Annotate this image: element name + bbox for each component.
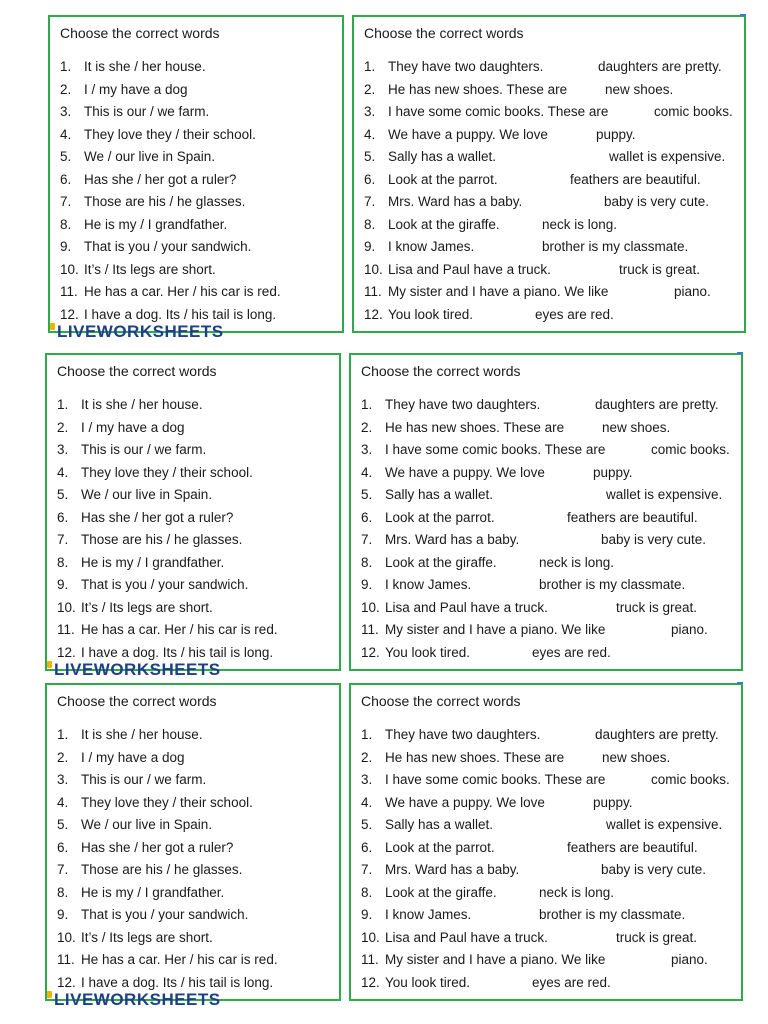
item-sentence-end: truck is great. bbox=[616, 929, 698, 945]
list-item bbox=[361, 439, 735, 462]
worksheet-card-left bbox=[45, 353, 341, 679]
item-sentence: I know James. bbox=[385, 907, 472, 922]
item-number: 3. bbox=[364, 104, 376, 119]
item-sentence[interactable]: They love they / their school. bbox=[81, 464, 253, 480]
list-item bbox=[361, 462, 735, 485]
exercise-list bbox=[364, 56, 738, 326]
card-title: Choose the correct words bbox=[364, 25, 524, 41]
item-number: 2. bbox=[364, 81, 376, 97]
exercise-list bbox=[57, 394, 333, 664]
item-sentence[interactable]: He is my / I grandfather. bbox=[81, 554, 225, 570]
item-sentence-end: comic books. bbox=[651, 442, 730, 457]
list-item bbox=[361, 769, 735, 792]
item-sentence-end: neck is long. bbox=[542, 216, 618, 232]
list-item bbox=[57, 484, 333, 507]
list-item bbox=[57, 837, 333, 860]
item-sentence: He has new shoes. These are bbox=[385, 749, 565, 765]
item-sentence: You look tired. bbox=[388, 306, 474, 322]
item-number: 6. bbox=[364, 171, 376, 187]
item-number: 5. bbox=[361, 817, 373, 832]
item-sentence: I have some comic books. These are bbox=[385, 442, 606, 457]
item-sentence: They have two daughters. bbox=[388, 59, 544, 74]
item-sentence: They have two daughters. bbox=[385, 727, 541, 742]
item-number: 11. bbox=[364, 284, 382, 299]
item-number: 8. bbox=[57, 884, 69, 900]
item-number: 6. bbox=[57, 839, 69, 855]
item-sentence: My sister and I have a piano. We like bbox=[388, 284, 609, 299]
item-sentence-end: comic books. bbox=[654, 104, 733, 119]
item-sentence[interactable]: They love they / their school. bbox=[84, 126, 256, 142]
item-sentence-end: piano. bbox=[671, 952, 708, 967]
list-item bbox=[364, 304, 738, 327]
item-number: 7. bbox=[57, 862, 69, 877]
exercise-list bbox=[57, 724, 333, 994]
item-number: 10. bbox=[361, 929, 380, 945]
worksheet-card-left bbox=[45, 683, 341, 1009]
item-sentence: Lisa and Paul have a truck. bbox=[388, 261, 551, 277]
list-item bbox=[57, 949, 333, 972]
item-number: 12. bbox=[60, 306, 79, 322]
item-sentence[interactable]: It’s / Its legs are short. bbox=[84, 261, 216, 277]
list-item bbox=[364, 191, 738, 214]
exercise-list bbox=[361, 394, 735, 664]
item-number: 8. bbox=[361, 884, 373, 900]
item-sentence[interactable]: He is my / I grandfather. bbox=[84, 216, 228, 232]
item-sentence-end: truck is great. bbox=[619, 261, 701, 277]
item-sentence-end: new shoes. bbox=[605, 81, 674, 97]
list-item bbox=[57, 619, 333, 642]
item-number: 3. bbox=[57, 772, 69, 787]
item-sentence[interactable]: He has a car. Her / his car is red. bbox=[84, 284, 281, 299]
list-item bbox=[361, 859, 735, 882]
item-number: 10. bbox=[361, 599, 380, 615]
list-item bbox=[364, 79, 738, 102]
item-sentence: Lisa and Paul have a truck. bbox=[385, 929, 548, 945]
item-sentence-end: neck is long. bbox=[539, 884, 615, 900]
card-title: Choose the correct words bbox=[361, 693, 521, 709]
item-sentence: Look at the parrot. bbox=[385, 509, 495, 525]
item-number: 11. bbox=[57, 952, 75, 967]
item-number: 1. bbox=[60, 59, 72, 74]
item-number: 5. bbox=[57, 487, 69, 502]
item-number: 12. bbox=[361, 974, 380, 990]
list-item bbox=[364, 146, 738, 169]
item-number: 9. bbox=[57, 907, 69, 922]
item-number: 1. bbox=[361, 397, 373, 412]
item-number: 11. bbox=[60, 284, 78, 299]
item-sentence[interactable]: We / our live in Spain. bbox=[81, 487, 213, 502]
item-sentence[interactable]: I have a dog. Its / his tail is long. bbox=[81, 974, 274, 990]
list-item bbox=[57, 859, 333, 882]
item-sentence-end: piano. bbox=[674, 284, 711, 299]
item-number: 3. bbox=[361, 772, 373, 787]
item-number: 11. bbox=[361, 622, 379, 637]
list-item bbox=[60, 191, 336, 214]
item-sentence[interactable]: I have a dog. Its / his tail is long. bbox=[81, 644, 274, 660]
item-number: 3. bbox=[57, 442, 69, 457]
item-sentence-end: baby is very cute. bbox=[601, 532, 707, 547]
list-item bbox=[361, 484, 735, 507]
item-sentence[interactable]: Those are his / he glasses. bbox=[84, 194, 246, 209]
list-item bbox=[57, 394, 333, 417]
item-sentence[interactable]: I / my have a dog bbox=[81, 419, 185, 435]
item-number: 4. bbox=[60, 126, 72, 142]
item-sentence[interactable]: It’s / Its legs are short. bbox=[81, 929, 213, 945]
list-item bbox=[361, 394, 735, 417]
item-sentence: Look at the parrot. bbox=[385, 839, 495, 855]
watermark-text: LIVEWORKSHEETS bbox=[57, 322, 224, 341]
item-sentence-end: brother is my classmate. bbox=[539, 577, 686, 592]
item-sentence[interactable]: This is our / we farm. bbox=[81, 772, 207, 787]
item-sentence: I have some comic books. These are bbox=[388, 104, 609, 119]
item-number: 10. bbox=[57, 599, 76, 615]
list-item bbox=[57, 724, 333, 747]
item-number: 2. bbox=[361, 419, 373, 435]
corner-marker bbox=[737, 352, 743, 354]
item-number: 2. bbox=[361, 749, 373, 765]
item-number: 2. bbox=[57, 419, 69, 435]
item-sentence-end: wallet is expensive. bbox=[606, 487, 723, 502]
liveworksheets-logo-icon bbox=[50, 323, 55, 330]
item-sentence[interactable]: That is you / your sandwich. bbox=[81, 907, 249, 922]
item-sentence-end: daughters are pretty. bbox=[595, 727, 719, 742]
list-item bbox=[60, 79, 336, 102]
item-sentence: They have two daughters. bbox=[385, 397, 541, 412]
list-item bbox=[57, 904, 333, 927]
item-sentence[interactable]: He is my / I grandfather. bbox=[81, 884, 225, 900]
list-item bbox=[361, 792, 735, 815]
item-sentence[interactable]: Has she / her got a ruler? bbox=[81, 509, 234, 525]
item-sentence-end: truck is great. bbox=[616, 599, 698, 615]
item-number: 8. bbox=[57, 554, 69, 570]
item-sentence[interactable]: I / my have a dog bbox=[84, 81, 188, 97]
item-sentence: I know James. bbox=[385, 577, 472, 592]
list-item bbox=[364, 236, 738, 259]
item-sentence[interactable]: Has she / her got a ruler? bbox=[84, 171, 237, 187]
item-number: 11. bbox=[57, 622, 75, 637]
list-item bbox=[364, 259, 738, 282]
list-item bbox=[361, 529, 735, 552]
list-item bbox=[361, 814, 735, 837]
item-sentence-end: eyes are red. bbox=[532, 644, 611, 660]
list-item bbox=[60, 259, 336, 282]
item-sentence-end: new shoes. bbox=[602, 749, 671, 765]
list-item bbox=[57, 769, 333, 792]
list-item bbox=[60, 281, 336, 304]
list-item bbox=[361, 882, 735, 905]
list-item bbox=[361, 552, 735, 575]
list-item bbox=[361, 724, 735, 747]
item-number: 3. bbox=[361, 442, 373, 457]
list-item bbox=[361, 904, 735, 927]
liveworksheets-logo-icon bbox=[47, 991, 52, 998]
card-title: Choose the correct words bbox=[57, 693, 217, 709]
list-item bbox=[60, 56, 336, 79]
item-sentence-end: brother is my classmate. bbox=[542, 239, 689, 254]
watermark-text: LIVEWORKSHEETS bbox=[54, 660, 221, 679]
list-item bbox=[364, 214, 738, 237]
item-number: 12. bbox=[364, 306, 383, 322]
list-item bbox=[60, 236, 336, 259]
item-number: 2. bbox=[60, 81, 72, 97]
list-item bbox=[364, 101, 738, 124]
item-sentence-end: baby is very cute. bbox=[604, 194, 710, 209]
item-number: 5. bbox=[57, 817, 69, 832]
item-sentence-end: puppy. bbox=[593, 464, 633, 480]
item-number: 10. bbox=[364, 261, 383, 277]
item-number: 9. bbox=[364, 239, 376, 254]
item-number: 9. bbox=[361, 577, 373, 592]
item-sentence: Sally has a wallet. bbox=[385, 817, 494, 832]
item-sentence-end: comic books. bbox=[651, 772, 730, 787]
item-sentence: My sister and I have a piano. We like bbox=[385, 952, 606, 967]
list-item bbox=[60, 124, 336, 147]
item-number: 4. bbox=[361, 464, 373, 480]
item-sentence[interactable]: He has a car. Her / his car is red. bbox=[81, 622, 278, 637]
item-sentence: Mrs. Ward has a baby. bbox=[385, 862, 520, 877]
item-number: 6. bbox=[361, 509, 373, 525]
card-title: Choose the correct words bbox=[60, 25, 220, 41]
item-sentence: I have some comic books. These are bbox=[385, 772, 606, 787]
item-sentence: Sally has a wallet. bbox=[385, 487, 494, 502]
card-title: Choose the correct words bbox=[57, 363, 217, 379]
list-item bbox=[57, 417, 333, 440]
item-sentence[interactable]: This is our / we farm. bbox=[84, 104, 210, 119]
item-sentence[interactable]: That is you / your sandwich. bbox=[84, 239, 252, 254]
list-item bbox=[60, 169, 336, 192]
item-number: 4. bbox=[364, 126, 376, 142]
item-sentence: I know James. bbox=[388, 239, 475, 254]
list-item bbox=[364, 169, 738, 192]
list-item bbox=[60, 101, 336, 124]
item-sentence-end: feathers are beautiful. bbox=[570, 171, 701, 187]
item-number: 8. bbox=[364, 216, 376, 232]
item-number: 6. bbox=[361, 839, 373, 855]
item-sentence: We have a puppy. We love bbox=[385, 464, 545, 480]
item-sentence-end: daughters are pretty. bbox=[598, 59, 722, 74]
item-number: 5. bbox=[364, 149, 376, 164]
list-item bbox=[57, 814, 333, 837]
item-sentence: You look tired. bbox=[385, 644, 471, 660]
list-item bbox=[361, 837, 735, 860]
card-title: Choose the correct words bbox=[361, 363, 521, 379]
item-number: 7. bbox=[57, 532, 69, 547]
corner-marker bbox=[740, 14, 746, 16]
item-sentence[interactable]: I / my have a dog bbox=[81, 749, 185, 765]
item-number: 8. bbox=[60, 216, 72, 232]
item-sentence: Sally has a wallet. bbox=[388, 149, 497, 164]
item-sentence-end: baby is very cute. bbox=[601, 862, 707, 877]
item-number: 11. bbox=[361, 952, 379, 967]
item-number: 1. bbox=[57, 397, 69, 412]
item-sentence[interactable]: It is she / her house. bbox=[81, 727, 203, 742]
list-item bbox=[57, 792, 333, 815]
list-item bbox=[361, 417, 735, 440]
liveworksheets-logo-icon bbox=[47, 661, 52, 668]
list-item bbox=[57, 927, 333, 950]
item-sentence[interactable]: Those are his / he glasses. bbox=[81, 862, 243, 877]
list-item bbox=[364, 124, 738, 147]
item-sentence[interactable]: It’s / Its legs are short. bbox=[81, 599, 213, 615]
item-number: 4. bbox=[57, 794, 69, 810]
list-item bbox=[364, 281, 738, 304]
item-sentence-end: brother is my classmate. bbox=[539, 907, 686, 922]
item-number: 1. bbox=[57, 727, 69, 742]
item-sentence: We have a puppy. We love bbox=[385, 794, 545, 810]
item-sentence: Look at the giraffe. bbox=[385, 554, 497, 570]
item-sentence-end: eyes are red. bbox=[535, 306, 614, 322]
list-item bbox=[57, 439, 333, 462]
item-number: 12. bbox=[57, 644, 76, 660]
item-sentence[interactable]: He has a car. Her / his car is red. bbox=[81, 952, 278, 967]
worksheet-card-right bbox=[349, 353, 743, 671]
item-sentence-end: new shoes. bbox=[602, 419, 671, 435]
item-number: 4. bbox=[57, 464, 69, 480]
item-number: 6. bbox=[60, 171, 72, 187]
list-item bbox=[57, 552, 333, 575]
item-sentence: Lisa and Paul have a truck. bbox=[385, 599, 548, 615]
list-item bbox=[361, 642, 735, 665]
item-sentence: He has new shoes. These are bbox=[388, 81, 568, 97]
item-sentence: Mrs. Ward has a baby. bbox=[388, 194, 523, 209]
item-number: 9. bbox=[57, 577, 69, 592]
item-number: 9. bbox=[60, 239, 72, 254]
item-sentence[interactable]: Has she / her got a ruler? bbox=[81, 839, 234, 855]
item-number: 6. bbox=[57, 509, 69, 525]
item-number: 3. bbox=[60, 104, 72, 119]
list-item bbox=[57, 747, 333, 770]
item-number: 7. bbox=[361, 862, 373, 877]
item-sentence-end: wallet is expensive. bbox=[609, 149, 726, 164]
worksheet-card-right bbox=[352, 15, 746, 333]
item-number: 7. bbox=[361, 532, 373, 547]
item-number: 10. bbox=[60, 261, 79, 277]
item-sentence-end: daughters are pretty. bbox=[595, 397, 719, 412]
list-item bbox=[57, 597, 333, 620]
worksheet-card-left bbox=[48, 15, 344, 341]
item-sentence[interactable]: Those are his / he glasses. bbox=[81, 532, 243, 547]
list-item bbox=[361, 619, 735, 642]
list-item bbox=[60, 146, 336, 169]
item-sentence: Look at the giraffe. bbox=[388, 216, 500, 232]
watermark-text: LIVEWORKSHEETS bbox=[54, 990, 221, 1009]
item-sentence: We have a puppy. We love bbox=[388, 126, 548, 142]
item-sentence-end: wallet is expensive. bbox=[606, 817, 723, 832]
item-sentence[interactable]: We / our live in Spain. bbox=[81, 817, 213, 832]
list-item bbox=[57, 507, 333, 530]
item-sentence: My sister and I have a piano. We like bbox=[385, 622, 606, 637]
item-sentence-end: puppy. bbox=[596, 126, 636, 142]
item-sentence[interactable]: It is she / her house. bbox=[81, 397, 203, 412]
list-item bbox=[361, 927, 735, 950]
list-item bbox=[361, 949, 735, 972]
item-number: 7. bbox=[364, 194, 376, 209]
item-sentence-end: piano. bbox=[671, 622, 708, 637]
exercise-list bbox=[361, 724, 735, 994]
worksheet-card-right bbox=[349, 683, 743, 1001]
item-number: 10. bbox=[57, 929, 76, 945]
item-sentence-end: feathers are beautiful. bbox=[567, 839, 698, 855]
list-item bbox=[57, 462, 333, 485]
item-sentence[interactable]: That is you / your sandwich. bbox=[81, 577, 249, 592]
list-item bbox=[57, 529, 333, 552]
item-sentence[interactable]: They love they / their school. bbox=[81, 794, 253, 810]
item-number: 5. bbox=[361, 487, 373, 502]
item-sentence: Mrs. Ward has a baby. bbox=[385, 532, 520, 547]
list-item bbox=[60, 214, 336, 237]
item-sentence: You look tired. bbox=[385, 974, 471, 990]
item-sentence[interactable]: I have a dog. Its / his tail is long. bbox=[84, 306, 277, 322]
item-sentence: He has new shoes. These are bbox=[385, 419, 565, 435]
list-item bbox=[361, 972, 735, 995]
item-number: 2. bbox=[57, 749, 69, 765]
item-number: 12. bbox=[361, 644, 380, 660]
list-item bbox=[361, 574, 735, 597]
item-number: 5. bbox=[60, 149, 72, 164]
corner-marker bbox=[737, 682, 743, 684]
list-item bbox=[361, 597, 735, 620]
item-number: 1. bbox=[361, 727, 373, 742]
exercise-list bbox=[60, 56, 336, 326]
item-number: 9. bbox=[361, 907, 373, 922]
item-sentence: Look at the giraffe. bbox=[385, 884, 497, 900]
list-item bbox=[364, 56, 738, 79]
item-sentence[interactable]: We / our live in Spain. bbox=[84, 149, 216, 164]
list-item bbox=[57, 882, 333, 905]
item-sentence-end: feathers are beautiful. bbox=[567, 509, 698, 525]
item-number: 12. bbox=[57, 974, 76, 990]
item-sentence-end: puppy. bbox=[593, 794, 633, 810]
item-number: 1. bbox=[364, 59, 376, 74]
item-sentence-end: eyes are red. bbox=[532, 974, 611, 990]
list-item bbox=[361, 747, 735, 770]
item-sentence[interactable]: This is our / we farm. bbox=[81, 442, 207, 457]
item-number: 8. bbox=[361, 554, 373, 570]
item-sentence[interactable]: It is she / her house. bbox=[84, 59, 206, 74]
list-item bbox=[361, 507, 735, 530]
item-sentence-end: neck is long. bbox=[539, 554, 615, 570]
item-number: 4. bbox=[361, 794, 373, 810]
list-item bbox=[57, 574, 333, 597]
item-number: 7. bbox=[60, 194, 72, 209]
item-sentence: Look at the parrot. bbox=[388, 171, 498, 187]
